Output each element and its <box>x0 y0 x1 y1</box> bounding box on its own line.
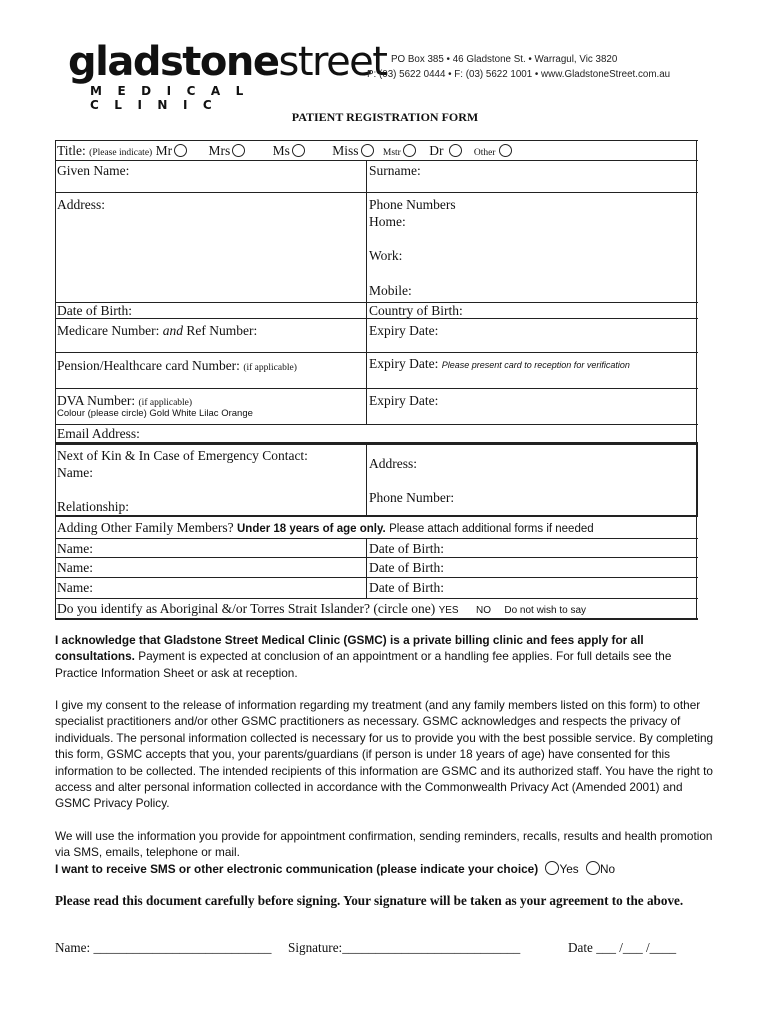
date-field[interactable]: Date ___ /___ /____ <box>568 940 677 955</box>
rule <box>55 515 698 517</box>
relationship-field[interactable]: Relationship: <box>57 499 129 514</box>
mobile-phone-field[interactable]: Mobile: <box>369 283 412 298</box>
family-attach-note: Please attach additional forms if needed <box>389 523 594 535</box>
title-option-ms[interactable] <box>273 143 305 158</box>
radio-sms-no[interactable] <box>586 861 600 875</box>
clinic-logo <box>68 39 387 112</box>
clinic-contact <box>367 52 670 82</box>
registration-form-table <box>55 140 698 620</box>
sms-choice-row <box>55 861 715 877</box>
title-option-mrs[interactable] <box>208 143 245 158</box>
next-of-kin-name-field[interactable]: Name: <box>57 465 93 480</box>
rule <box>55 388 698 389</box>
title-label: Title: <box>57 143 86 158</box>
title-option-miss[interactable] <box>332 143 373 158</box>
aboriginal-question: Do you identify as Aboriginal &/or Torres Strait Islander? (circle one) <box>57 601 436 616</box>
medicare-expiry-field[interactable]: Expiry Date: <box>369 323 439 338</box>
logo-word-street: street <box>278 39 387 85</box>
radio-mr[interactable] <box>174 144 187 157</box>
sms-yes-label: Yes <box>559 861 579 876</box>
rule <box>366 538 367 598</box>
radio-sms-yes[interactable] <box>545 861 559 875</box>
rule <box>55 352 698 353</box>
rule <box>55 140 698 141</box>
title-hint: (Please indicate) <box>89 148 153 158</box>
ref-number-label: Ref Number: <box>186 323 258 338</box>
sms-info: We will use the information you provide for appointment confirmation, sending reminders, recalls, results and health promotion via SMS, emails, telephone or mail. <box>55 829 713 860</box>
sms-paragraph <box>55 828 715 877</box>
option-no[interactable]: NO <box>475 605 491 616</box>
expiry-label: Expiry Date: <box>369 356 439 371</box>
title-option-label: Mstr <box>382 148 401 158</box>
title-option-mstr[interactable] <box>383 148 416 158</box>
date-of-birth-field[interactable]: Date of Birth: <box>57 303 132 318</box>
logo-wordmark <box>68 40 386 84</box>
title-option-label: Mrs <box>208 143 231 158</box>
family-dob-field-3[interactable]: Date of Birth: <box>369 580 444 595</box>
acknowledgement-paragraph <box>55 632 715 681</box>
clinic-phone-web: P: (03) 5622 0444 • F: (03) 5622 1001 • www.GladstoneStreet.com.au <box>367 69 671 80</box>
radio-miss[interactable] <box>361 144 374 157</box>
acknowledgement-bold: I acknowledge that Gladstone Street Medical Clinic (GSMC) is a private billing clinic and fees apply for all consultations. <box>55 633 644 664</box>
rule <box>55 557 698 558</box>
sms-question: I want to receive SMS or other electronic communication (please indicate your choice) <box>55 861 539 876</box>
given-name-field[interactable]: Given Name: <box>57 163 130 178</box>
family-name-field-2[interactable]: Name: <box>57 560 93 575</box>
rule <box>696 140 697 620</box>
family-age-note: Under 18 years of age only. <box>236 523 386 535</box>
email-address-field[interactable]: Email Address: <box>57 426 140 441</box>
family-name-field-3[interactable]: Name: <box>57 580 93 595</box>
pension-hint: (if applicable) <box>243 363 297 373</box>
rule <box>55 192 698 193</box>
option-yes[interactable]: YES <box>438 605 459 616</box>
next-of-kin-phone-field[interactable]: Phone Number: <box>369 490 455 505</box>
title-option-other[interactable] <box>474 148 513 158</box>
rule <box>55 538 698 539</box>
radio-mrs[interactable] <box>232 144 245 157</box>
country-of-birth-field[interactable]: Country of Birth: <box>369 303 463 318</box>
sms-option-no[interactable] <box>582 862 615 876</box>
dva-colour-choice[interactable]: Colour (please circle) Gold White Lilac Orange <box>57 408 253 419</box>
family-dob-field-1[interactable]: Date of Birth: <box>369 541 444 556</box>
acknowledgement-text: Payment is expected at conclusion of an appointment or a handling fee applies. For full details see the Practice Information Sheet or ask at reception. <box>55 649 672 680</box>
radio-ms[interactable] <box>292 144 305 157</box>
rule <box>366 160 367 424</box>
radio-other[interactable] <box>499 144 512 157</box>
signature-field[interactable]: Signature:___________________________ <box>288 940 521 955</box>
option-do-not-wish[interactable]: Do not wish to say <box>504 605 587 616</box>
pension-card-field[interactable] <box>57 357 297 377</box>
family-members-label: Adding Other Family Members? <box>57 520 234 535</box>
form-title: PATIENT REGISTRATION FORM <box>291 110 479 124</box>
title-option-label: Ms <box>272 143 290 158</box>
signature-notice: Please read this document carefully before signing. Your signature will be taken as your agreement to the above. <box>55 893 684 908</box>
family-name-field-1[interactable]: Name: <box>57 541 93 556</box>
title-option-dr[interactable] <box>429 143 462 158</box>
address-field[interactable]: Address: <box>57 197 105 212</box>
radio-dr[interactable] <box>449 144 462 157</box>
medicare-number-field[interactable] <box>57 322 257 339</box>
pension-label: Pension/Healthcare card Number: <box>57 358 240 373</box>
logo-word-gladstone: gladstone <box>68 39 279 85</box>
dva-label: DVA Number: <box>57 393 136 408</box>
title-option-label: Mr <box>155 143 173 158</box>
pension-expiry-field[interactable] <box>369 355 630 374</box>
verification-note: Please present card to reception for verification <box>441 360 630 370</box>
home-phone-field[interactable]: Home: <box>369 214 406 229</box>
family-members-row <box>57 519 594 538</box>
work-phone-field[interactable]: Work: <box>369 248 403 263</box>
medicare-label: Medicare Number: <box>57 323 160 338</box>
rule <box>366 443 367 515</box>
rule <box>55 577 698 578</box>
phone-numbers-label: Phone Numbers <box>369 197 456 212</box>
medicare-and: and <box>162 323 183 338</box>
title-row <box>57 142 512 162</box>
sms-no-label: No <box>599 861 616 876</box>
rule <box>55 140 56 620</box>
next-of-kin-address-field[interactable]: Address: <box>369 456 417 471</box>
consent-paragraph: I give my consent to the release of information regarding my treatment (and any family members listed on this form) to other specialist practitioners and/or other GSMC practitioners as necessary. GSMC acknowledges and respects the privacy of individuals. The personal information collected is necessary for us to provide you with the best possible service. By completing this form, GSMC accepts that you, your parents/guardians (if person is under 18 years of age) have consented for this information to be collected. The intended recipients of this information are GSMC and its authorized staff. You have the right to access and alter personal information collected in accordance with the Commonwealth Privacy Act (Amended 2001) and GSMC Privacy Policy. <box>55 698 714 811</box>
title-option-label: Miss <box>332 143 359 158</box>
clinic-address: PO Box 385 • 46 Gladstone St. • Warragul, Vic 3820 <box>391 54 618 65</box>
name-signature-field[interactable]: Name: ___________________________ <box>55 940 272 955</box>
dva-expiry-field[interactable]: Expiry Date: <box>369 393 439 408</box>
surname-field[interactable]: Surname: <box>369 163 421 178</box>
aboriginal-question-row <box>57 600 586 619</box>
rule <box>55 424 698 425</box>
next-of-kin-title: Next of Kin & In Case of Emergency Contact: <box>57 448 308 463</box>
radio-mstr[interactable] <box>403 144 416 157</box>
rule <box>55 443 698 445</box>
rule <box>55 598 698 599</box>
family-dob-field-2[interactable]: Date of Birth: <box>369 560 444 575</box>
logo-subtitle: MEDICAL CLINIC <box>90 84 259 112</box>
dva-hint: (if applicable) <box>138 398 193 408</box>
title-option-label: Other <box>473 148 496 158</box>
rule <box>696 443 698 517</box>
sms-option-yes[interactable] <box>541 862 578 876</box>
title-option-mr[interactable] <box>156 143 188 158</box>
title-option-label: Dr <box>429 143 444 158</box>
